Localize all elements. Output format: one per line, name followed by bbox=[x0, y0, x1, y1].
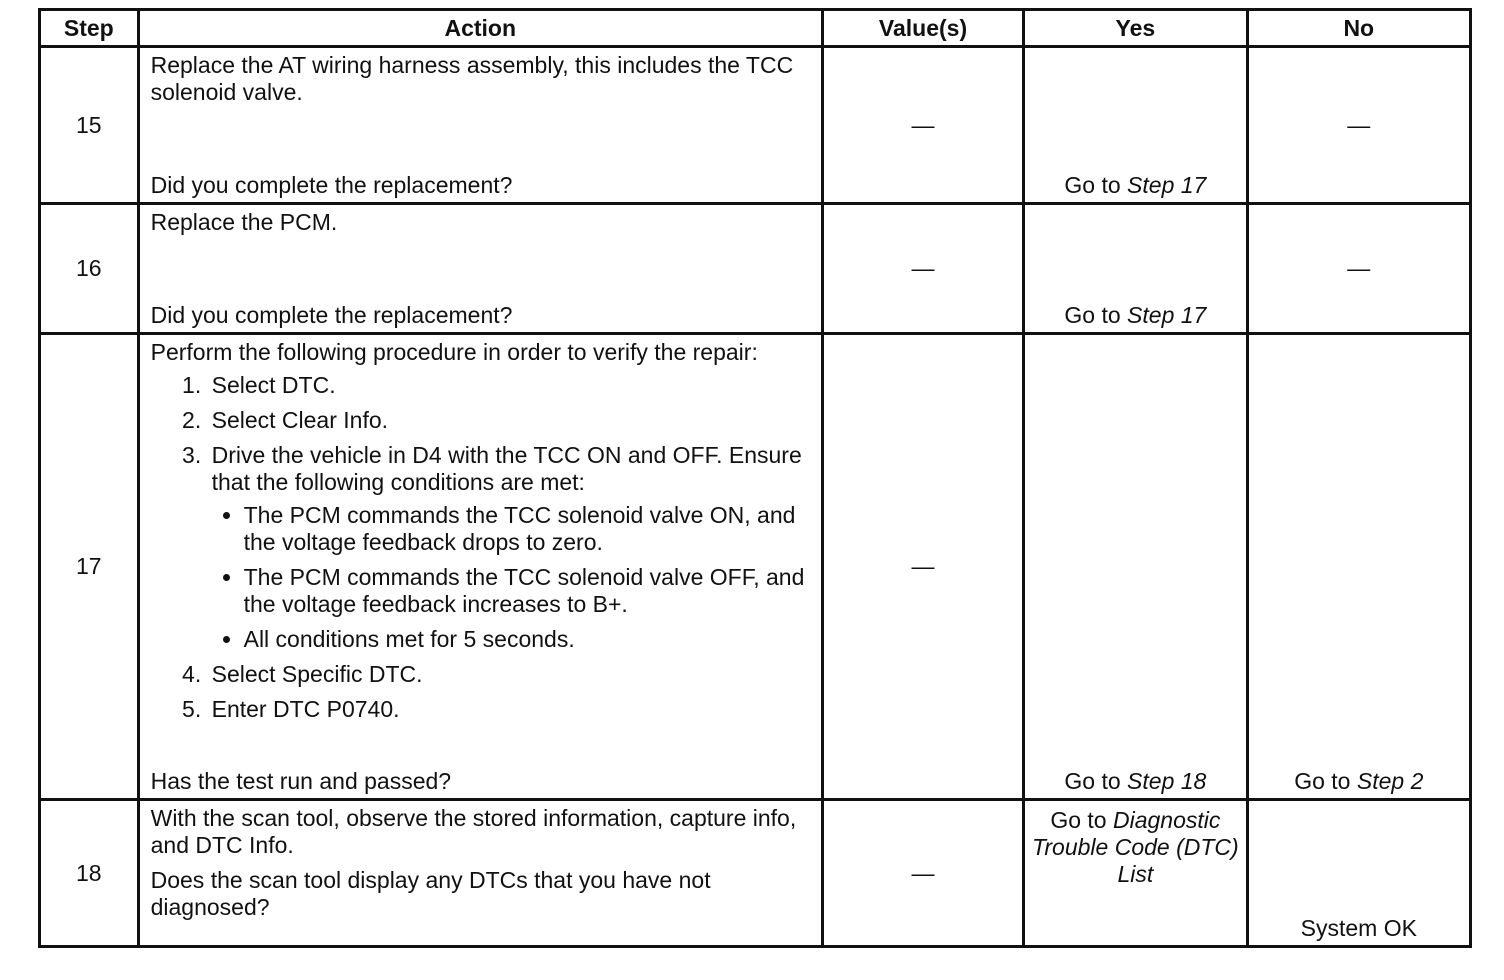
yes-cell bbox=[1024, 47, 1247, 204]
condition-item: • The PCM commands the TCC solenoid valve OFF, and the voltage feedback increases to B+. bbox=[244, 564, 811, 618]
no-cell: — bbox=[1247, 204, 1470, 334]
yes-prefix: Go to bbox=[1064, 768, 1128, 794]
table-row bbox=[40, 47, 1471, 204]
action-text: Perform the following procedure in order to verify the repair: bbox=[150, 339, 758, 365]
diagnostic-table bbox=[38, 8, 1472, 948]
value-cell: — bbox=[822, 800, 1023, 947]
step-number: 18 bbox=[40, 800, 139, 947]
header-no: No bbox=[1247, 10, 1470, 47]
action-cell bbox=[138, 47, 822, 204]
yes-prefix: Go to bbox=[1050, 807, 1113, 833]
table-row bbox=[40, 800, 1471, 947]
yes-link[interactable]: Step 18 bbox=[1127, 768, 1207, 794]
header-values: Value(s) bbox=[822, 10, 1023, 47]
header-yes: Yes bbox=[1024, 10, 1247, 47]
step-number: 15 bbox=[40, 47, 139, 204]
condition-item: • The PCM commands the TCC solenoid valve ON, and the voltage feedback drops to zero. bbox=[244, 502, 811, 556]
procedure-step-text: Drive the vehicle in D4 with the TCC ON and OFF. Ensure that the following conditions are met: bbox=[211, 442, 802, 495]
value-cell: — bbox=[822, 204, 1023, 334]
conditions-list bbox=[212, 502, 811, 653]
yes-cell bbox=[1024, 334, 1247, 800]
no-cell: — bbox=[1247, 47, 1470, 204]
procedure-step bbox=[208, 442, 811, 653]
step-number: 16 bbox=[40, 204, 139, 334]
table-row bbox=[40, 204, 1471, 334]
action-question: Did you complete the replacement? bbox=[150, 302, 513, 328]
table-row bbox=[40, 334, 1471, 800]
procedure-list bbox=[151, 372, 811, 723]
action-text: With the scan tool, observe the stored information, capture info, and DTC Info. bbox=[150, 805, 797, 858]
no-prefix: Go to bbox=[1294, 768, 1357, 794]
procedure-step: 1. Select DTC. bbox=[208, 372, 811, 399]
yes-cell bbox=[1024, 800, 1247, 947]
yes-link[interactable]: Diagnostic Trouble Code (DTC) List bbox=[1032, 807, 1239, 887]
no-text: System OK bbox=[1300, 915, 1417, 941]
procedure-step: 5. Enter DTC P0740. bbox=[208, 696, 811, 723]
action-text: Replace the AT wiring harness assembly, this includes the TCC solenoid valve. bbox=[150, 52, 794, 105]
action-cell bbox=[138, 204, 822, 334]
action-question: Has the test run and passed? bbox=[150, 768, 452, 794]
no-link[interactable]: Step 2 bbox=[1356, 768, 1424, 794]
action-cell bbox=[138, 334, 822, 800]
action-question: Did you complete the replacement? bbox=[150, 172, 513, 198]
value-cell: — bbox=[822, 47, 1023, 204]
yes-link[interactable]: Step 17 bbox=[1127, 302, 1207, 328]
no-cell bbox=[1247, 334, 1470, 800]
header-row bbox=[40, 10, 1471, 47]
procedure-step: 4. Select Specific DTC. bbox=[208, 661, 811, 688]
yes-link[interactable]: Step 17 bbox=[1127, 172, 1207, 198]
condition-item: • All conditions met for 5 seconds. bbox=[244, 626, 811, 653]
header-step: Step bbox=[40, 10, 139, 47]
header-action: Action bbox=[138, 10, 822, 47]
action-question: Does the scan tool display any DTCs that you have not diagnosed? bbox=[150, 867, 711, 920]
yes-prefix: Go to bbox=[1064, 302, 1128, 328]
action-cell bbox=[138, 800, 822, 947]
yes-cell bbox=[1024, 204, 1247, 334]
value-cell: — bbox=[822, 334, 1023, 800]
step-number: 17 bbox=[40, 334, 139, 800]
no-cell bbox=[1247, 800, 1470, 947]
procedure-step: 2. Select Clear Info. bbox=[208, 407, 811, 434]
yes-prefix: Go to bbox=[1064, 172, 1128, 198]
action-text: Replace the PCM. bbox=[150, 209, 338, 235]
